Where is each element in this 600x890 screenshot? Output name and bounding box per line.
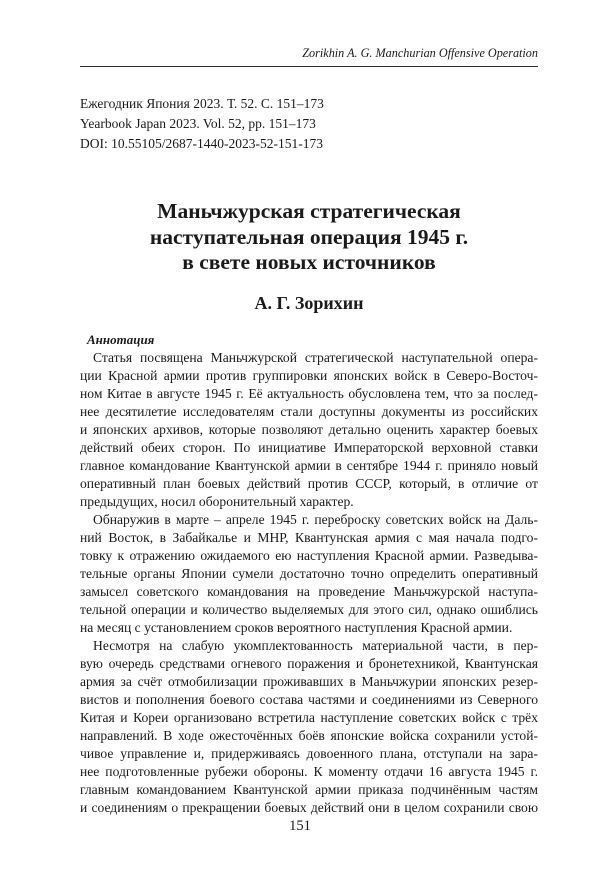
page-number: 151 <box>289 818 311 834</box>
text-line: ном Китае в августе 1945 г. Её актуальность обусловлена тем, что за послед- <box>80 386 538 401</box>
author-name: А. Г. Зорихин <box>254 293 364 313</box>
text-line: направлений. В ходе ожесточённых боёв японские войска сохранили устой- <box>80 728 538 743</box>
text-line: ции Красной армии против группировки японских войск в Северо-Восточ- <box>80 368 538 383</box>
title-line: Маньчжурская стратегическая <box>157 199 461 223</box>
text-line: предыдущих, носил оборонительный характер. <box>80 494 354 509</box>
text-line: армия за счёт отмобилизации проживавших в Маньчжурии японских резер- <box>80 674 538 689</box>
text-line: товку к отражению ожидаемого ею наступления Красной армии. Разведыва- <box>80 548 538 563</box>
citation-block <box>80 94 324 154</box>
text-line: главное командование Квантунской армии в сентябре 1944 г. приняло новый <box>80 458 538 473</box>
abstract-body <box>80 349 538 817</box>
text-line: вистов и пополнения боевого состава частями и соединениями из Северного <box>80 692 538 707</box>
running-head: Zorikhin A. G. Manchurian Offensive Operation <box>80 46 538 67</box>
citation-doi: DOI: 10.55105/2687-1440-2023-52-151-173 <box>80 136 323 151</box>
citation-line-ru: Ежегодник Япония 2023. Т. 52. С. 151–173 <box>80 96 324 111</box>
text-line: замысел советского командования на проведение Маньчжурской наступа- <box>80 584 538 599</box>
text-line: нее десятилетие исследователям стали доступны документы из российских <box>80 404 538 419</box>
text-line: Несмотря на слабую укомплектованность материальной части, в пер- <box>93 638 538 653</box>
text-line: действий обеих сторон. По инициативе Императорской верховной ставки <box>80 440 538 455</box>
text-line: ний Восток, в Забайкалье и МНР, Квантунская армия с мая начала подго- <box>80 530 538 545</box>
text-line: нее подготовленные рубежи обороны. К моменту отдачи 16 августа 1945 г. <box>80 764 538 779</box>
text-line: оперативный план боевых действий против СССР, который, в отличие от <box>80 476 538 491</box>
abstract-heading: Аннотация <box>87 332 155 347</box>
text-line: главным командованием Квантунской армии приказа подчинённым частям <box>80 782 538 797</box>
citation-line-en: Yearbook Japan 2023. Vol. 52, pp. 151–173 <box>80 116 316 131</box>
text-line: тельной операции и количество выделяемых для этого сил, однако ошиблись <box>80 602 538 617</box>
abstract-paragraph <box>80 511 538 637</box>
text-line: чивое управление и, придерживаясь довоенного плана, отступали на зара- <box>80 746 538 761</box>
text-line: Китая и Кореи организовано встретила наступление советских войск с трёх <box>80 710 538 725</box>
text-line: и соединениям о прекращении боевых действий они в целом сохранили свою <box>80 800 538 815</box>
text-line: вую очередь средствами огневого поражения и бронетехникой, Квантунская <box>80 656 538 671</box>
abstract-paragraph <box>80 349 538 511</box>
text-line: тельные органы Японии сумели достаточно точно определить оперативный <box>80 566 538 581</box>
text-line: и японских архивов, которые позволяют детально оценить характер боевых <box>80 422 538 437</box>
text-line: Обнаружив в марте – апреле 1945 г. переброску советских войск на Даль- <box>93 512 538 527</box>
abstract-paragraph <box>80 637 538 817</box>
text-line: на месяц с установлением сроков вероятного наступления Красной армии. <box>80 620 513 635</box>
title-line: в свете новых источников <box>182 250 436 274</box>
article-title <box>80 199 538 276</box>
text-line: Статья посвящена Маньчжурской стратегической наступательной опера- <box>93 350 538 365</box>
title-line: наступательная операция 1945 г. <box>149 224 469 249</box>
